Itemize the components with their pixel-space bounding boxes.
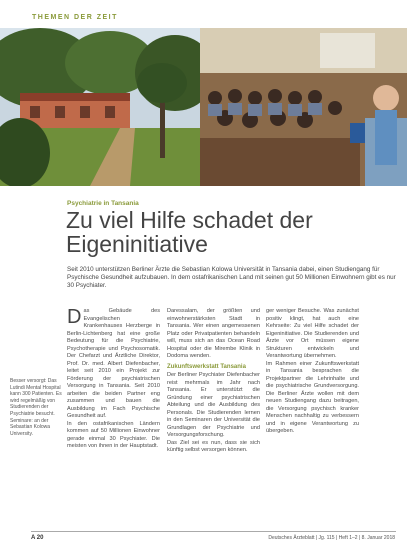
article-lead: Seit 2010 unterstützen Berliner Ärzte die Sebastian Kolowa Universität in Tansania dabei, einen Studiengang für Psychische Gesundheit aufzubauen. In dem ostafrikanischen Land mit seinen gut 50 Millionen Einwohnern gibt es nur 30 Psychiater.	[67, 266, 396, 290]
article-column-2	[167, 308, 260, 455]
hospital-photo	[0, 28, 200, 186]
article-headline: Zu viel Hilfe schadet der Eigeninitiative	[66, 207, 313, 257]
column-1-text	[67, 308, 160, 421]
column-1-paragraph-2: In den ostafrikanischen Ländern kommen auf 50 Millionen Einwohner gerade einmal 30 Psychiater. Die meisten von ihnen in der Hauptstadt.	[67, 420, 160, 449]
photo-caption: Besser versorgt: Das Lutindi Mental Hospital kann 300 Patienten. Es wird regelmäßig von Studierenden der Psychiatrie besucht. Seminare: an der Sebastian Kolowa University.	[10, 378, 62, 437]
hospital-photo-illustration	[0, 28, 200, 186]
publication-info: Deutsches Ärzteblatt | Jg. 115 | Heft 1–2 | 8. Januar 2018	[268, 535, 395, 541]
column-3-paragraph-1: ger weniger Besuche. Was zunächst positiv klingt, hat auch eine Kehrseite: Zu viel Hilfe schadet der Eigeninitiative. Die Studierenden und Ärzte vor Ort müssen eigene Strukturen entwickeln und Verantwortung übernehmen.	[266, 308, 359, 359]
article-column-3	[266, 308, 359, 436]
drop-cap: D	[67, 306, 82, 328]
article-column-1	[67, 308, 160, 451]
column-1-paragraph-1: as Gebäude des Evangelischen Krankenhauses Herzberge in Berlin-Lichtenberg hat eine große Bedeutung für die Psychiatrie, Psychotherapie und Psychosomatik. Der Chefarzt und Ärztliche Direktor, Prof. Dr. med. Albert Diefenbacher, leitet seit 2010 ein Projekt zur Förderung der psychiatrischen Versorgung in Tansania. Seit 2010 arbeiten die beiden Partner eng zusammen und bauen die Ausbildung im Fach Psychische Gesundheit auf.	[67, 308, 160, 419]
column-2-paragraph-3: Das Ziel sei es nun, dass sie sich künftig selbst versorgen können.	[167, 439, 260, 453]
article-kicker: Psychiatrie in Tansania	[67, 200, 139, 207]
column-2-paragraph-1: Daressalam, der größten und einwohnerstärksten Stadt in Tansania. Wer einen angemessenen Platz oder Privatpatienten behandeln will, muss sich an das Ocean Road Hospital oder die Mirembe Klinik in Dodoma wenden.	[167, 308, 260, 359]
section-label: THEMEN DER ZEIT	[32, 14, 118, 21]
seminar-photo	[200, 28, 407, 186]
column-3-paragraph-2: Im Rahmen einer Zukunftswerkstatt in Tansania besprachen die Projektpartner die Lehrinhalte und die psychiatrische Grundversorgung. Die Berliner Ärzte wollen mit dem neuen Studiengang dazu beitragen, die Versorgung psychisch kranker Menschen nachhaltig zu verbessern und in eigene Verantwortung zu übergeben.	[266, 360, 359, 434]
column-2-paragraph-2: Der Berliner Psychiater Diefenbacher reist mehrmals im Jahr nach Tansania. Er unterstützt die Gründung einer psychiatrischen Abteilung und die Ausbildung des Personals. Die Studierenden lernen in den Seminaren der Universität die Grundlagen der Psychiatrie und Versorgungsforschung.	[167, 372, 260, 438]
page-number: A 20	[31, 535, 44, 541]
footer-divider	[31, 531, 396, 532]
article-subhead: Zukunftswerkstatt Tansania	[167, 363, 246, 370]
seminar-photo-illustration	[200, 28, 407, 186]
